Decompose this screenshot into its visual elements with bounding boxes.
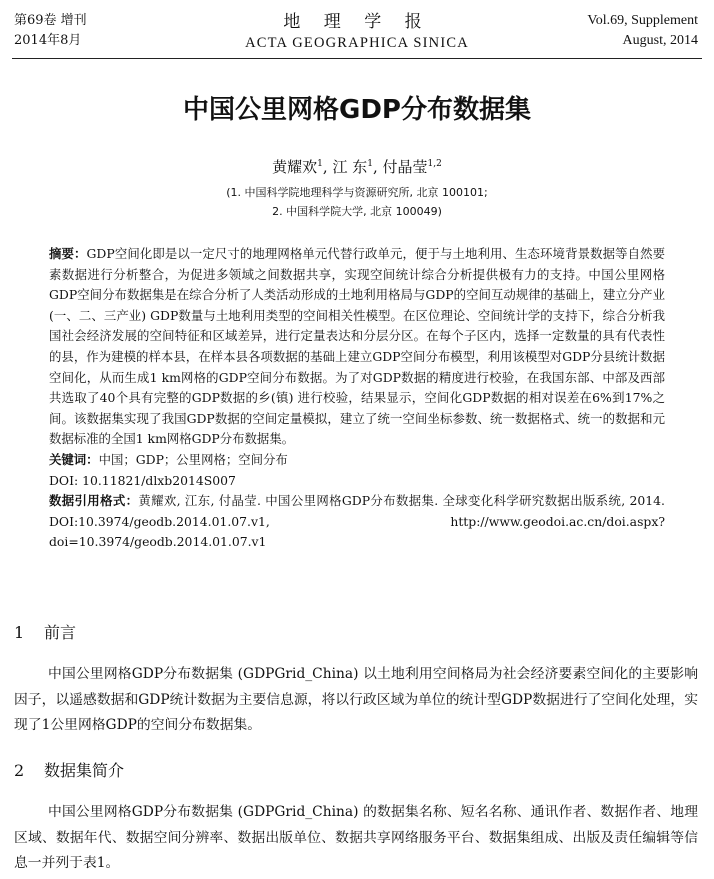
date-cn: 2014年8月	[14, 33, 82, 48]
affiliation-line: 2. 中国科学院大学, 北京 100049)	[272, 205, 442, 218]
abstract-text: GDP空间化即是以一定尺寸的地理网格单元代替行政单元，便于与土地利用、生态环境背景数据等自然要素数据进行分析整合，为促进多领域之间数据共享，实现空间统计综合分析提供极有力的支持。中国公里网格GDP空间分布数据集是在综合分析了人类活动形成的土地利用格局与GDP的空间互动规律的基础上，建立分产业 (一、二、三产业) GDP数量与土地利用类型的空间相关性模型。在区位理论、空间统计学的支持下，综合分析我国社会经济发展的空间特征和区域差异，进行定量表达和分层分区。在每个子区内，选择一定数量的具有代表性的县，作为建模的样本县，在样本县各项数据的基础上建立GDP空间分布模型，利用该模型对GDP分县统计数据空间化，从而生成1 km网格的GDP空间分布数据。为了对GDP数据的精度进行校验，在我国东部、中部及西部共选取了40个具有完整的GDP数据的乡(镇) 进行校验，结果显示，空间化GDP数据的相对误差在6%到17%之间。该数据集实现了我国GDP数据的空间定量模拟，建立了统一空间坐标参数、统一数据格式、统一的数据和元数据标准的全国1 km网格GDP分布数据集。	[49, 246, 666, 447]
affiliations	[0, 183, 714, 221]
volume-en: Vol.69, Supplement	[587, 13, 698, 28]
body-paragraph: 中国公里网格GDP分布数据集 (GDPGrid_China) 的数据集名称、短名名称、通讯作者、数据作者、地理区域、数据年代、数据空间分辨率、数据出版单位、数据共享网络服务平台、数据集组成、出版及责任编辑等信息一并列于表1。	[14, 804, 698, 871]
keywords-text: 中国；GDP；公里网格；空间分布	[98, 451, 288, 467]
citation-line	[49, 491, 665, 553]
abstract-label: 摘要：	[49, 246, 87, 261]
section-heading	[14, 622, 76, 644]
doi-line: DOI: 10.11821/dlxb2014S007	[49, 472, 236, 488]
abstract-block	[49, 244, 665, 553]
volume-issue: 第69卷 增刊	[14, 13, 87, 28]
section-number: 2	[14, 761, 25, 780]
article-title: 中国公里网格GDP分布数据集	[183, 95, 531, 125]
date-en: August, 2014	[622, 33, 698, 48]
header-right	[587, 11, 698, 51]
author-name: 江 东	[332, 158, 368, 176]
author-affil-mark: 1	[367, 159, 373, 169]
author-name: 黄耀欢	[272, 158, 318, 176]
author-affil-mark: 1	[317, 159, 323, 169]
abstract-paragraph	[49, 244, 665, 450]
body-paragraph: 中国公里网格GDP分布数据集 (GDPGrid_China) 以土地利用空间格局为社会经济要素空间化的主要影响因子，以遥感数据和GDP统计数据为主要信息源，将以行政区域为单位的统计型GDP数据进行了空间化处理，实现了1公里网格GDP的空间分布数据集。	[14, 666, 698, 733]
journal-name-cn: 地 理 学 报	[283, 12, 431, 32]
author-affil-mark: 1,2	[427, 159, 442, 169]
keywords-line	[49, 450, 665, 471]
section-title: 前言	[44, 623, 77, 642]
journal-name-en: ACTA GEOGRAPHICA SINICA	[245, 35, 469, 51]
keywords-label: 关键词：	[49, 451, 99, 467]
author-name: 付晶莹	[382, 158, 428, 176]
citation-text: 黄耀欢, 江东, 付晶莹. 中国公里网格GDP分布数据集. 全球变化科学研究数据出版系统, 2014. DOI:10.3974/geodb.2014.01.07.v1, http://www.geodoi.ac.cn/doi.aspx?doi=10.3974/geodb.2014.01.07.v1	[49, 493, 665, 550]
section-heading	[14, 760, 124, 782]
section-title: 数据集简介	[44, 761, 125, 780]
author-list: 黄耀欢$^1$, 江 东$^1$, 付晶莹$^{1,2}$	[272, 158, 442, 176]
header-divider	[12, 58, 702, 59]
section-number: 1	[14, 623, 25, 642]
affiliation-line: (1. 中国科学院地理科学与资源研究所, 北京 100101;	[226, 186, 488, 199]
citation-label: 数据引用格式：	[49, 493, 139, 509]
